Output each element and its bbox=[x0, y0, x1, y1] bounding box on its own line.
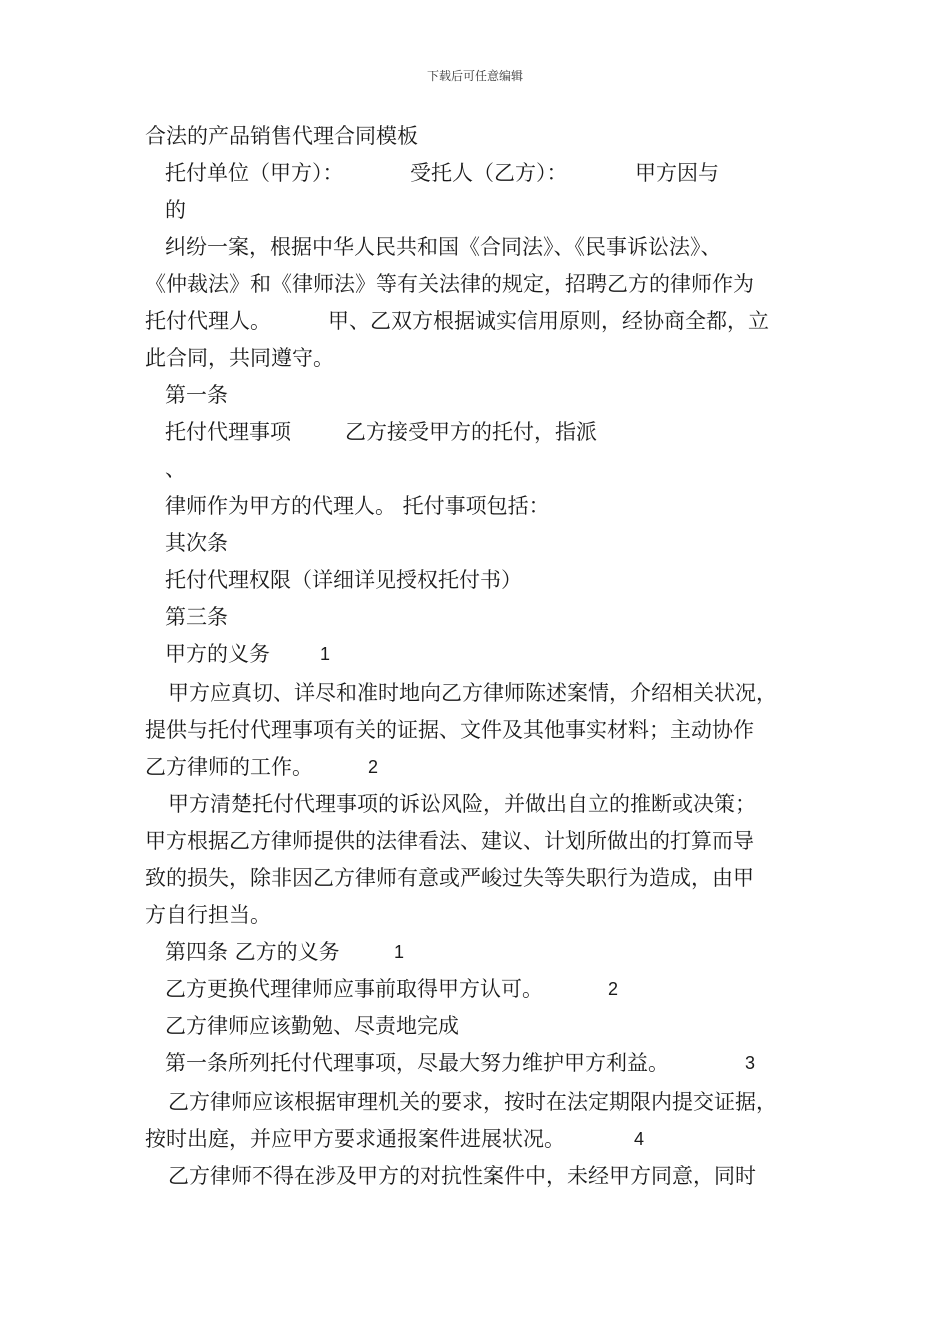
text-line: 乙方律师不得在涉及甲方的对抗性案件中，未经甲方同意，同时 bbox=[168, 1164, 756, 1188]
article-heading: 其次条 bbox=[165, 531, 228, 555]
text-line: 乙方接受甲方的托付，指派 bbox=[345, 420, 597, 444]
text-line: 第一条所列托付代理事项，尽最大努力维护甲方利益。 bbox=[165, 1051, 669, 1075]
text-line: 甲方根据乙方律师提供的法律看法、建议、计划所做出的打算而导 bbox=[145, 829, 754, 853]
text-line: 致的损失，除非因乙方律师有意或严峻过失等失职行为造成，由甲 bbox=[145, 866, 754, 890]
article-heading: 第一条 bbox=[165, 383, 228, 407]
item-number: 3 bbox=[745, 1053, 756, 1073]
item-number: 1 bbox=[394, 942, 405, 962]
text-line: 提供与托付代理事项有关的证据、文件及其他事实材料；主动协作 bbox=[145, 718, 754, 742]
text-line: 受托人（乙方）： bbox=[410, 161, 568, 185]
item-number: 1 bbox=[320, 644, 331, 664]
article-heading: 第三条 bbox=[165, 605, 228, 629]
text-line: 此合同，共同遵守。 bbox=[145, 346, 334, 370]
text-line: 的 bbox=[165, 198, 186, 222]
text-line: 托付代理人。 bbox=[145, 309, 271, 333]
text-line: 甲方因与 bbox=[635, 161, 719, 185]
text-line: 托付单位（甲方）： bbox=[165, 161, 344, 185]
text-line: 甲方的义务 bbox=[165, 642, 270, 666]
text-line: 甲方应真切、详尽和准时地向乙方律师陈述案情，介绍相关状况， bbox=[168, 681, 777, 705]
text-line: 《仲裁法》和《律师法》等有关法律的规定，招聘乙方的律师作为 bbox=[145, 272, 754, 296]
text-line: 、 bbox=[165, 457, 186, 481]
text-line: 托付代理权限（详细详见授权托付书） bbox=[165, 568, 522, 592]
text-line: 律师作为甲方的代理人。 托付事项包括： bbox=[165, 494, 550, 518]
item-number: 2 bbox=[608, 979, 619, 999]
article-heading: 第四条 乙方的义务 bbox=[165, 940, 340, 964]
text-line: 乙方律师的工作。 bbox=[145, 755, 313, 779]
document-title: 合法的产品销售代理合同模板 bbox=[145, 124, 418, 148]
text-line: 纠纷一案，根据中华人民共和国《合同法》、《民事诉讼法》、 bbox=[165, 235, 722, 259]
text-line: 按时出庭，并应甲方要求通报案件进展状况。 bbox=[145, 1127, 565, 1151]
item-number: 2 bbox=[368, 757, 379, 777]
text-line: 方自行担当。 bbox=[145, 903, 271, 927]
text-line: 甲、乙双方根据诚实信用原则，经协商全都，立 bbox=[328, 309, 769, 333]
header-note: 下载后可任意编辑 bbox=[426, 69, 523, 83]
text-line: 乙方更换代理律师应事前取得甲方认可。 bbox=[165, 977, 543, 1001]
text-line: 乙方律师应该根据审理机关的要求，按时在法定期限内提交证据， bbox=[168, 1090, 777, 1114]
text-line: 甲方清楚托付代理事项的诉讼风险，并做出自立的推断或决策； bbox=[168, 792, 756, 816]
text-line: 乙方律师应该勤勉、尽责地完成 bbox=[165, 1014, 459, 1038]
item-number: 4 bbox=[634, 1129, 645, 1149]
text-line: 托付代理事项 bbox=[165, 420, 291, 444]
